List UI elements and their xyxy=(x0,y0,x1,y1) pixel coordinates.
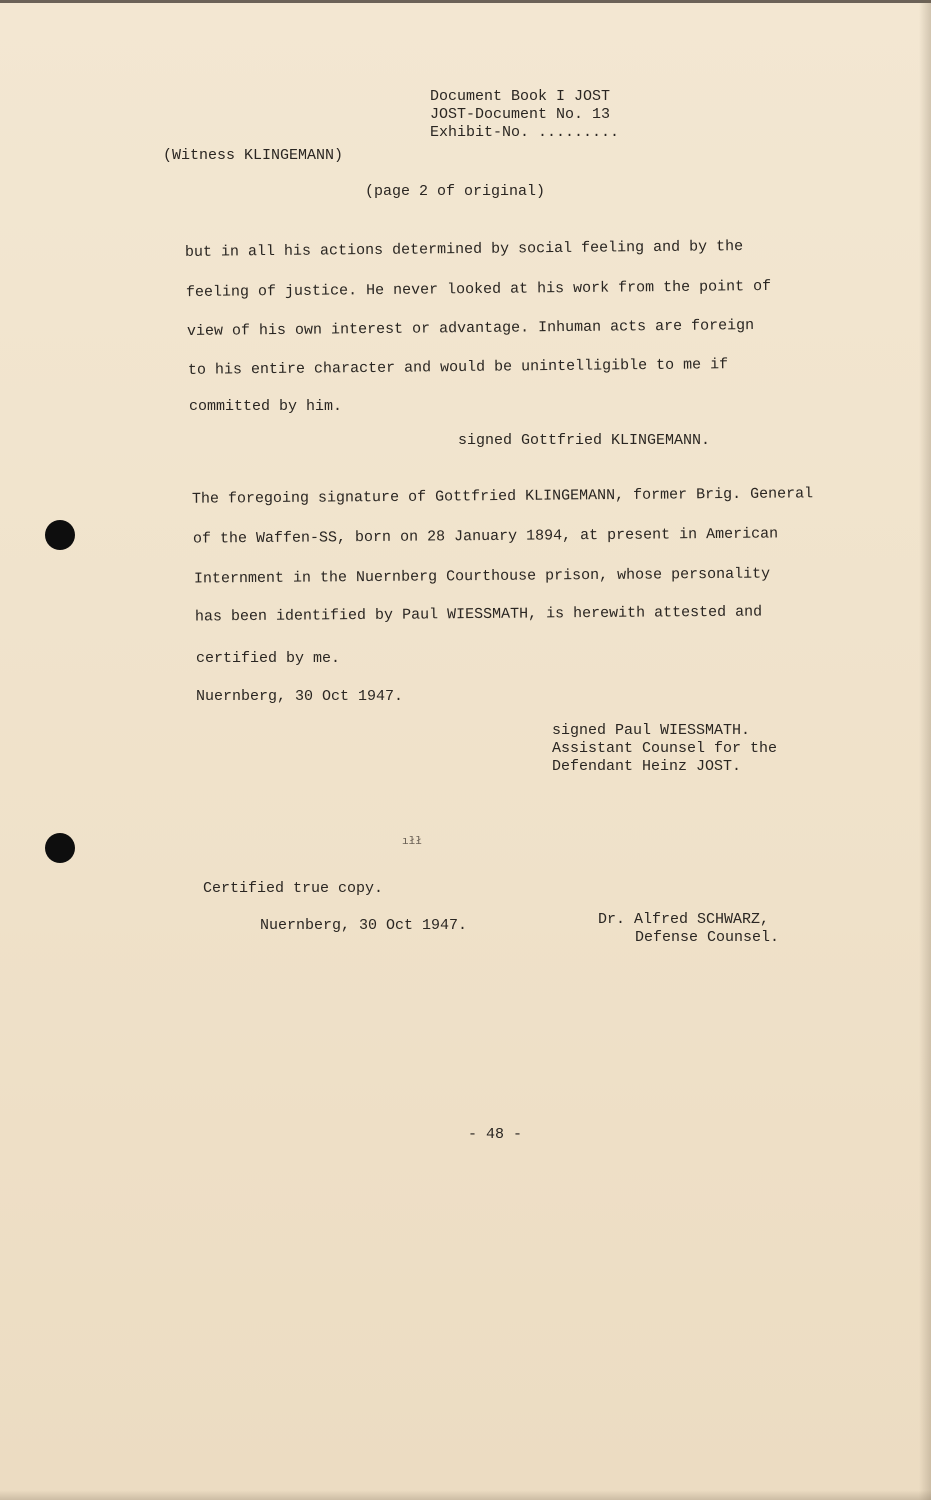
witness-signature: signed Gottfried KLINGEMANN. xyxy=(458,432,711,449)
counsel-signature-line: Defendant Heinz JOST. xyxy=(552,758,742,775)
body-line: to his entire character and would be unintelligible to me if xyxy=(187,356,729,379)
page-number: - 48 - xyxy=(468,1126,523,1143)
body-line: committed by him. xyxy=(189,398,343,415)
body-line: but in all his actions determined by social feeling and by the xyxy=(184,238,744,261)
attestation-line: has been identified by Paul WIESSMATH, is herewith attested and xyxy=(194,603,763,626)
page-edge-shadow-bottom xyxy=(0,1490,931,1500)
attestation-line: of the Waffen-SS, born on 28 January 1894, at present in American xyxy=(192,525,779,548)
place-date: Nuernberg, 30 Oct 1947. xyxy=(260,917,468,934)
defense-counsel-signature-line: Dr. Alfred SCHWARZ, xyxy=(598,911,770,928)
place-date: Nuernberg, 30 Oct 1947. xyxy=(196,688,404,705)
top-edge-line xyxy=(0,0,931,3)
attestation-line: Internment in the Nuernberg Courthouse prison, whose personality xyxy=(193,565,771,588)
counsel-signature-line: signed Paul WIESSMATH. xyxy=(552,722,751,739)
witness-label: (Witness KLINGEMANN) xyxy=(163,147,344,164)
body-line: feeling of justice. He never looked at his work from the point of xyxy=(185,277,772,302)
punch-hole xyxy=(45,520,75,550)
defense-counsel-signature-line: Defense Counsel. xyxy=(635,929,780,946)
punch-hole xyxy=(45,833,75,863)
document-book-line: Document Book I JOST xyxy=(430,88,611,105)
counsel-signature-line: Assistant Counsel for the xyxy=(552,740,778,757)
exhibit-number-line: Exhibit-No. ......... xyxy=(430,124,620,141)
certified-copy-label: Certified true copy. xyxy=(203,880,384,897)
document-number-line: JOST-Document No. 13 xyxy=(430,106,611,123)
page-edge-shadow xyxy=(919,0,931,1500)
body-line: view of his own interest or advantage. Inhuman acts are foreign xyxy=(186,317,755,340)
handwritten-initials-mark: ıłł xyxy=(402,836,422,848)
attestation-line: The foregoing signature of Gottfried KLINGEMANN, former Brig. General xyxy=(191,485,814,508)
attestation-line: certified by me. xyxy=(196,650,341,667)
page-of-original-note: (page 2 of original) xyxy=(365,183,546,200)
